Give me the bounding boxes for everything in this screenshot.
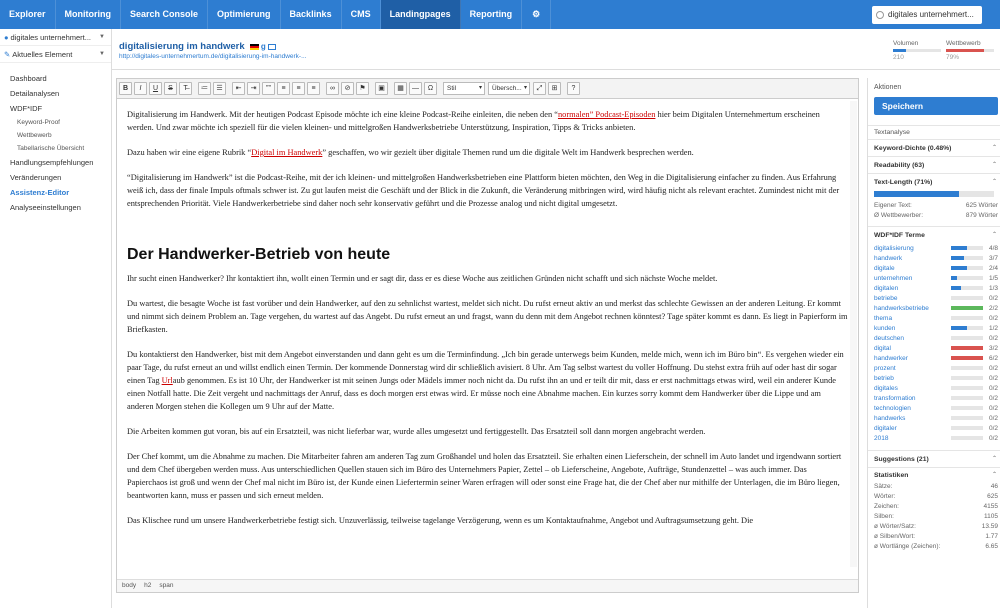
sidebar-item-wettbewerb[interactable]: Wettbewerb	[17, 132, 52, 139]
link-url[interactable]: Url	[161, 376, 173, 385]
wdf-term-bar	[951, 406, 983, 410]
desktop-icon	[268, 44, 276, 50]
special-char-button[interactable]: Ω	[424, 82, 437, 95]
table-icon[interactable]: ▦	[394, 82, 407, 95]
nav-reporting[interactable]: Reporting	[461, 0, 523, 29]
wdf-term: digitalisierung	[874, 244, 914, 252]
nav-optimierung[interactable]: Optimierung	[208, 0, 281, 29]
gear-icon[interactable]: ⚙	[522, 0, 551, 29]
paragraph-3: “Digitalisierung im Handwerk” ist die Podcast-Reihe, mit der ich kleinen- und mittelgroßen Handwerksbetrieben eine Plattform bieten möchten, den Weg in die Digitalisierung einfacher zu finden. Aus Erfahrung weiß ich, dass der finale Impuls oftmals schwer ist. Zu gut laufen meist die Geschäft und der Blick in die Zukunft, die Veränderung mitbringen wird, wird häufig nicht als relevant erachtet. Zumindest nicht mit der entsprechenden Priorität. Viele Handwerkerbetriebe sind daher noch sehr konservativ geführt und die Prozesse analog und nicht digital umgesetzt.	[127, 173, 840, 208]
wdf-term-value: 0/2	[988, 294, 998, 302]
wdf-term-row[interactable]	[868, 343, 1000, 353]
sidebar-menu	[0, 71, 111, 215]
wdf-term-bar	[951, 376, 983, 380]
top-navigation	[0, 0, 1000, 29]
stat-value: 46	[990, 483, 998, 490]
paragraph-5: Du wartest, die besagte Woche ist fast vorüber und dein Handwerker, auf den zu sehnlichst wartest, meldet sich nicht. Du rufst erneut aktiv an und merkst das schlechte Gewissen an der anderen Leitung. Er kommt und nimmt sich deinem Problem an. Tage vergehen, du wartest auf das Angebt. Du rufst erneut an und fragst, wann du denn mit dem Angebot rechnen könntest? Tage später kommt es dann. Es liegt in Papierform im Briefkasten.	[127, 299, 848, 334]
sidebar-item-dashboard[interactable]: Dashboard	[10, 74, 47, 83]
paragraph-8: Der Chef kommt, um die Abnahme zu machen. Die Mitarbeiter fahren am anderen Tag zum Großhandel und holen das Ersatzteil. Sie erhalten einen Lieferschein, der schnell im Auto landet und irgendwann sortiert und dem Chef übergeben werden muss. Aus unterschiedlichen Quellen stauen sich im Büro des Unternehmers Papier, Zettel – ob Lieferscheine, Angebote, Aufträge, Stundenzettel – was auch immer. Das Papierchaos ist groß und wenn der Chef mal nicht im Büro ist, der Kunde einen Liefertermin seiner Waren erfragen will oder sonst eine Frage hat, die der Chef aber nur mithilfe der Unterlagen, die im Büro liegen, beantworten kann, muss er passen und sich erneut melden.	[127, 452, 842, 500]
wdf-term-fill	[951, 306, 983, 310]
paragraph-9: Das Klischee rund um unsere Handwerkerbetriebe festigt sich. Unzuverlässig, teilweise tagelange Verzögerung, wenn es um Kontaktaufnahme, Angebot und Auftragsumsetzung geht. Die	[127, 516, 754, 525]
page-header	[112, 29, 1000, 70]
wdf-term: deutschen	[874, 334, 904, 342]
chevron-down-icon: ▼	[99, 34, 105, 40]
chevron-down-icon: ▼	[99, 51, 105, 57]
nav-landingpages[interactable]: Landingpages	[381, 0, 461, 29]
wdf-term-row[interactable]	[868, 413, 1000, 423]
project-icon	[876, 11, 884, 19]
wdf-term-bar	[951, 386, 983, 390]
wdf-term-value: 0/2	[988, 364, 998, 372]
wettbewerb-label: Wettbewerb	[946, 40, 981, 47]
sidebar-item-analyseeinstellungen[interactable]: Analyseeinstellungen	[10, 203, 81, 212]
statistiken-section[interactable]	[868, 467, 1000, 482]
wdf-term-value: 4/8	[988, 244, 998, 252]
volumen-bar	[893, 49, 906, 52]
indent-icon[interactable]: ⇥	[247, 82, 260, 95]
editor-content[interactable]	[117, 100, 858, 570]
wdf-term-row[interactable]	[868, 273, 1000, 283]
nav-monitoring[interactable]: Monitoring	[56, 0, 122, 29]
wdf-term-row[interactable]	[868, 323, 1000, 333]
wdf-term-value: 0/2	[988, 384, 998, 392]
eigener-text-row: Eigener Text: 625 Wörter	[874, 202, 998, 209]
wdf-term-value: 1/3	[988, 284, 998, 292]
wdf-term-value: 2/2	[988, 304, 998, 312]
wdf-term: handwerks	[874, 414, 906, 422]
sidebar-item-tabellarische-bersicht[interactable]: Tabellarische Übersicht	[17, 145, 85, 152]
suggestions-label: Suggestions (21)	[874, 456, 929, 463]
wdf-term-value: 0/2	[988, 414, 998, 422]
wdf-term-bar	[951, 306, 983, 310]
numbered-list-icon[interactable]: ≔	[198, 82, 211, 95]
wdf-term-row[interactable]	[868, 393, 1000, 403]
pin-icon: ✎	[4, 50, 11, 59]
wdf-term: 2018	[874, 434, 889, 442]
stat-label: Sätze:	[874, 483, 893, 490]
wdf-term: digitale	[874, 264, 895, 272]
wdf-term-bar	[951, 246, 983, 250]
wdf-term: prozent	[874, 364, 896, 372]
globe-icon: ●	[4, 33, 9, 42]
wdf-term-value: 0/2	[988, 434, 998, 442]
wdf-term-value: 0/2	[988, 424, 998, 432]
wdf-idf-label: WDF*IDF Terme	[874, 232, 925, 239]
google-icon: g	[260, 42, 266, 51]
right-panel	[867, 78, 1000, 608]
wdf-term-bar	[951, 266, 983, 270]
wdf-term: digital	[874, 344, 891, 352]
wdf-term-row[interactable]	[868, 433, 1000, 443]
wdf-term-bar	[951, 256, 983, 260]
wdf-term-bar	[951, 296, 983, 300]
wdf-term: digitaler	[874, 424, 897, 432]
horizontal-rule-icon[interactable]: —	[409, 82, 422, 95]
stat-value: 4155	[983, 503, 998, 510]
path-h2[interactable]: h2	[144, 582, 152, 589]
stat-label: ø Wortlänge (Zeichen):	[874, 543, 941, 550]
stat-row	[868, 542, 1000, 552]
stat-row	[868, 492, 1000, 502]
chevron-icon: ⌃	[991, 145, 997, 151]
project-selector-label: digitales unternehmert...	[888, 10, 974, 19]
wdf-term-row[interactable]	[868, 423, 1000, 433]
wdf-term-value: 0/2	[988, 334, 998, 342]
wdf-term-fill	[951, 286, 961, 290]
wdf-term: thema	[874, 314, 893, 322]
project-dropdown-label: digitales unternehmert...	[10, 33, 91, 42]
wdf-term: betrieb	[874, 374, 894, 382]
volumen-value: 210	[893, 54, 904, 61]
wdf-term-row[interactable]	[868, 313, 1000, 323]
wdf-term: handwerksbetriebe	[874, 304, 929, 312]
wdf-term-value: 0/2	[988, 394, 998, 402]
wdf-term-row[interactable]	[868, 403, 1000, 413]
wdf-term-fill	[951, 356, 983, 360]
wdf-idf-section[interactable]	[868, 226, 1000, 243]
paragraph-2: Dazu haben wir eine eigene Rubrik “Digital im Handwerk” geschaffen, wo wir gezielt über digitale Themen rund um die digitale Welt im Handwerk besprechen werden.	[127, 148, 694, 157]
stat-row	[868, 522, 1000, 532]
wdf-term-value: 1/2	[988, 324, 998, 332]
element-dropdown-label: Aktuelles Element	[12, 50, 73, 59]
stat-value: 13.59	[981, 523, 998, 530]
editor-toolbar	[117, 79, 858, 99]
textanalyse-heading: Textanalyse	[868, 125, 1000, 139]
outdent-icon[interactable]: ⇤	[232, 82, 245, 95]
stat-value: 1105	[984, 513, 998, 520]
nav-items	[0, 0, 522, 29]
nav-explorer[interactable]: Explorer	[0, 0, 56, 29]
stat-row	[868, 502, 1000, 512]
readability-section[interactable]	[868, 156, 1000, 173]
wdf-term: digitales	[874, 384, 898, 392]
image-icon[interactable]: ▣	[375, 82, 388, 95]
stat-label: ø Silben/Wort:	[874, 533, 916, 540]
text-length-label: Text-Length (71%)	[874, 179, 933, 186]
wdf-term-row[interactable]	[868, 363, 1000, 373]
nav-cms[interactable]: CMS	[342, 0, 381, 29]
nav-search-console[interactable]: Search Console	[121, 0, 208, 29]
bold-button[interactable]: B	[119, 82, 132, 95]
wdf-term-row[interactable]	[868, 353, 1000, 363]
sidebar	[0, 29, 112, 608]
sidebar-item-detailanalysen[interactable]: Detailanalysen	[10, 89, 60, 98]
element-path	[117, 579, 858, 592]
wdf-term-fill	[951, 276, 957, 280]
heading-select[interactable]: Übersch... ▾	[488, 82, 530, 95]
wdf-term-row[interactable]	[868, 293, 1000, 303]
paragraph-4: Ihr sucht einen Handwerker? Ihr kontaktiert ihn, wollt einen Termin und er sagt dir, dass er es diese Woche aus zeitlichen Gründen nicht schafft und sich nächste Woche meldet.	[127, 274, 718, 283]
wdf-term-value: 3/2	[988, 344, 998, 352]
chevron-icon: ⌃	[991, 456, 997, 462]
wdf-term-bar	[951, 436, 983, 440]
wdf-term: unternehmen	[874, 274, 913, 282]
chevron-icon: ⌃	[991, 179, 997, 185]
flag-de-icon	[250, 44, 259, 50]
wdf-term-bar	[951, 326, 983, 330]
path-span[interactable]: span	[159, 582, 174, 589]
wdf-term-row[interactable]	[868, 243, 1000, 253]
chevron-icon: ⌃	[991, 232, 997, 238]
wdf-term-fill	[951, 326, 967, 330]
wdf-term: kunden	[874, 324, 896, 332]
wettbewerb-bar	[946, 49, 984, 52]
wdf-term: handwerker	[874, 354, 908, 362]
italic-button[interactable]: I	[134, 82, 147, 95]
wdf-term-row[interactable]	[868, 253, 1000, 263]
wettbewerb-value: 79%	[946, 54, 960, 61]
volumen-metric	[893, 40, 941, 61]
clear-format-button[interactable]: T̶	[179, 82, 192, 95]
strikethrough-button[interactable]: S	[164, 82, 177, 95]
heading-2: Der Handwerker-Betrieb von heute	[127, 246, 391, 263]
editor-scrollbar[interactable]	[850, 101, 857, 567]
wdf-idf-terms	[868, 243, 1000, 443]
wettbewerb-metric	[946, 40, 994, 61]
wettbewerber-row: Ø Wettbewerber: 879 Wörter	[874, 212, 998, 219]
sidebar-item-keyword-proof[interactable]: Keyword-Proof	[17, 119, 60, 126]
wdf-term: technologien	[874, 404, 911, 412]
wdf-term-fill	[951, 346, 983, 350]
style-select[interactable]: Stil ▾	[443, 82, 485, 95]
wdf-term-bar	[951, 416, 983, 420]
keyword-dichte-section[interactable]	[868, 139, 1000, 156]
sidebar-item-wdf-idf[interactable]: WDF*IDF	[10, 104, 43, 113]
wdf-term-fill	[951, 256, 965, 260]
anchor-icon[interactable]: ⚑	[356, 82, 369, 95]
readability-label: Readability (63)	[874, 162, 925, 169]
link-normale-episoden[interactable]: normalen” Podcast-Episoden	[557, 110, 656, 119]
wdf-term: handwerk	[874, 254, 903, 262]
sidebar-item-handlungsempfehlungen[interactable]: Handlungsempfehlungen	[10, 158, 94, 167]
keyword-title: digitalisierung im handwerk	[119, 41, 245, 52]
statistiken-label: Statistiken	[874, 472, 909, 479]
page-title	[119, 41, 276, 52]
wdf-term-value: 2/4	[988, 264, 998, 272]
stat-row	[868, 482, 1000, 492]
wdf-term-value: 1/5	[988, 274, 998, 282]
unlink-icon[interactable]: ⊘	[341, 82, 354, 95]
text-length-section[interactable]	[868, 173, 1000, 190]
wdf-term-value: 6/2	[988, 354, 998, 362]
wdf-term-row[interactable]	[868, 383, 1000, 393]
wdf-term-value: 0/2	[988, 374, 998, 382]
wdf-term-bar	[951, 426, 983, 430]
wdf-term: digitalen	[874, 284, 899, 292]
wdf-term: betriebe	[874, 294, 898, 302]
link-digital-im-handwerk[interactable]: Digital im Handwerk	[251, 148, 323, 157]
stat-label: ø Wörter/Satz:	[874, 523, 916, 530]
wdf-term-bar	[951, 286, 983, 290]
paragraph-1: Digitalisierung im Handwerk. Mit der heutigen Podcast Episode möchte ich eine kleine Podcast-Reihe einleiten, die neben den “normalen” Podcast-Episoden hier beim Digitalen Unternehmertum erscheinen werden. Und zwar möchte ich speziell für die vielen kleinen- und mittelgroßen Handwerksbetriebe Unterstützung, Inspiration, Tipps & Tricks anbieten.	[127, 110, 820, 132]
wdf-term-value: 3/7	[988, 254, 998, 262]
stat-value: 625	[987, 493, 998, 500]
content-editor	[116, 78, 859, 593]
stat-value: 6.65	[985, 543, 998, 550]
wdf-term-row[interactable]	[868, 263, 1000, 273]
link-icon[interactable]: ∞	[326, 82, 339, 95]
wdf-term-bar	[951, 316, 983, 320]
suggestions-section[interactable]	[868, 450, 1000, 467]
stat-row	[868, 532, 1000, 542]
paragraph-6: Du kontaktierst den Handwerker, bist mit dem Angebot einverstanden und dann geht es um die Terminfindung. „Ich bin gerade unterwegs beim Kunden, melde mich, wenn ich im Büro bin“. Es vergehen wieder ein paar Tage, du rufst erneut an und willst endlich einen Termin. Der kommende Donnerstag wird dir schließlich avisiert. 8 Uhr. Am Tag selbst wartest du voller Hoffnung. Du stehst extra früh auf oder hast dir sogar einen Tag Urlaub genommen. Es ist 10 Uhr, der Handwerker ist mit seinen Jungs oder Mädels immer noch nicht da. Du rufst ihn an und er teilt dir mit, dass er erst nachmittags etwas wird, weil ein anderer Kunde einen Notfall hatte. Die Zeit vergeht und nachmittags der Anruf, dass es doch morgen erst etwas wird. Er müsse noch eine Abnahme machen. Ein kurzes sorry kommt dem Handwerker über die Lippe und am anderen Morgen stehen die Kollegen um 9 Uhr auf der Matte.	[127, 350, 844, 411]
wdf-term-row[interactable]	[868, 283, 1000, 293]
stat-row	[868, 512, 1000, 522]
stat-label: Zeichen:	[874, 503, 899, 510]
align-left-icon[interactable]: ≡	[277, 82, 290, 95]
chevron-icon: ⌃	[991, 162, 997, 168]
nav-backlinks[interactable]: Backlinks	[281, 0, 342, 29]
wdf-term-value: 0/2	[988, 314, 998, 322]
project-dropdown[interactable]	[0, 29, 111, 46]
wdf-term-bar	[951, 276, 983, 280]
maximize-icon[interactable]: ⤢	[533, 82, 546, 95]
wdf-term-bar	[951, 336, 983, 340]
wdf-term: transformation	[874, 394, 916, 402]
chevron-icon: ⌃	[991, 472, 997, 478]
align-center-icon[interactable]: ≡	[292, 82, 305, 95]
blockquote-button[interactable]: ””	[262, 82, 275, 95]
wdf-term-row[interactable]	[868, 373, 1000, 383]
save-button[interactable]: Speichern	[874, 97, 998, 115]
help-button[interactable]: ?	[567, 82, 580, 95]
align-right-icon[interactable]: ≡	[307, 82, 320, 95]
statistics-list	[868, 482, 1000, 552]
underline-button[interactable]: U	[149, 82, 162, 95]
path-body[interactable]: body	[122, 582, 137, 589]
stat-label: Wörter:	[874, 493, 896, 500]
sidebar-item-assistenz-editor[interactable]: Assistenz-Editor	[10, 188, 70, 197]
sidebar-item-ver-nderungen[interactable]: Veränderungen	[10, 173, 62, 182]
stat-label: Silben:	[874, 513, 894, 520]
bullet-list-icon[interactable]: ☰	[213, 82, 226, 95]
element-dropdown[interactable]	[0, 46, 111, 63]
wdf-term-fill	[951, 266, 967, 270]
wdf-term-value: 0/2	[988, 404, 998, 412]
source-icon[interactable]: ⊞	[548, 82, 561, 95]
stat-value: 1.77	[985, 533, 998, 540]
wdf-term-bar	[951, 396, 983, 400]
aktionen-heading: Aktionen	[874, 84, 902, 91]
wdf-term-row[interactable]	[868, 303, 1000, 313]
volumen-label: Volumen	[893, 40, 919, 47]
wdf-term-bar	[951, 356, 983, 360]
wdf-term-bar	[951, 366, 983, 370]
paragraph-7: Die Arbeiten kommen gut voran, bis auf ein Ersatzteil, was nicht lieferbar war, wurde alles umgesetzt und fertiggestellt. Das Ersatzteil soll dann morgen angebracht werden.	[127, 427, 706, 436]
project-selector[interactable]	[872, 6, 982, 24]
page-url[interactable]: http://digitales-unternehmertum.de/digitalisierung-im-handwerk-...	[119, 53, 307, 60]
wdf-term-fill	[951, 246, 967, 250]
keyword-dichte-label: Keyword-Dichte (0.48%)	[874, 145, 952, 152]
wdf-term-row[interactable]	[868, 333, 1000, 343]
wdf-term-bar	[951, 346, 983, 350]
